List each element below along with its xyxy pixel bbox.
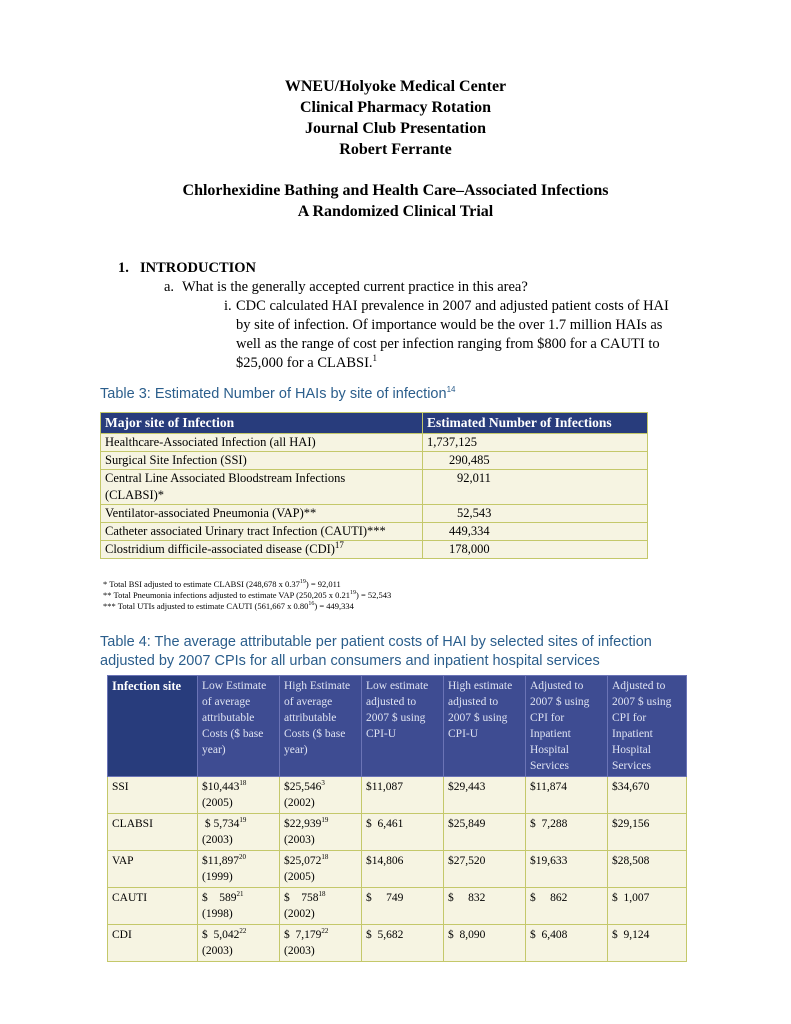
table-cell-value: $ 1,007	[608, 888, 687, 925]
table-row	[101, 452, 648, 470]
table-cell-year: (1999)	[202, 871, 233, 883]
table-cell-value: 178,000	[423, 541, 648, 559]
header-institution: WNEU/Holyoke Medical Center	[284, 78, 507, 95]
article-title	[0, 180, 791, 222]
table-cell-value: $22,939	[284, 818, 322, 830]
table3-footnotes	[103, 579, 391, 612]
reference-marker: 18	[321, 853, 329, 862]
table-cell-value: 52,543	[423, 505, 648, 523]
table-cell-value: 449,334	[423, 523, 648, 541]
table3-title-text: Table 3: Estimated Number of HAIs by site of infection	[100, 386, 447, 402]
table-cell-line	[284, 816, 357, 832]
table3-title	[100, 385, 455, 404]
table-cell-value: 1,737,125	[423, 434, 648, 452]
table-cell-site-text: Clostridium difficile-associated disease (CDI)	[105, 542, 335, 556]
header-rotation: Clinical Pharmacy Rotation	[299, 99, 492, 116]
list-item-i-line: well as the range of cost per infection ranging from $800 for a CAUTI to	[236, 336, 660, 352]
table-cell-value: $25,849	[444, 814, 526, 851]
table-row	[101, 523, 648, 541]
table-cell-value: $ 749	[362, 888, 444, 925]
list-item-i-last-text: $25,000 for a CLABSI.	[236, 355, 373, 371]
footnote-text: ) = 449,334	[314, 601, 354, 611]
table-cell-base-cost	[280, 777, 362, 814]
table-cell-site: CAUTI	[108, 888, 198, 925]
list-item-i	[224, 297, 704, 373]
reference-marker: 18	[239, 779, 247, 788]
list-item-i-line	[236, 354, 704, 373]
footnote	[103, 579, 391, 590]
table-cell-line	[202, 853, 275, 869]
table-cell-value: $ 5,042	[202, 929, 240, 941]
table-cell-line	[202, 779, 275, 795]
column-header: Estimated Number of Infections	[423, 413, 648, 434]
table-cell-line	[284, 890, 357, 906]
table-cell-value: $ 589	[202, 892, 237, 904]
table-cell-base-cost	[280, 814, 362, 851]
footnote	[103, 590, 391, 601]
column-header: Low estimate adjusted to 2007 $ using CPI-U	[362, 676, 444, 777]
column-header: Adjusted to 2007 $ using CPI for Inpatient Hospital Services	[608, 676, 687, 777]
table-row	[101, 541, 648, 559]
table-row	[101, 434, 648, 452]
table-cell-year: (2005)	[202, 797, 233, 809]
reference-marker: 19	[299, 579, 306, 586]
reference-marker: 17	[334, 539, 344, 550]
table-cell-value: $ 6,408	[526, 925, 608, 962]
reference-marker: 14	[446, 385, 456, 395]
article-title-line2: A Randomized Clinical Trial	[297, 203, 494, 220]
footnote-text: ) = 92,011	[305, 579, 341, 589]
table-cell-value: $ 832	[444, 888, 526, 925]
table-cell-value: $28,508	[608, 851, 687, 888]
list-item-i-line: by site of infection. Of importance would be the over 1.7 million HAIs as	[236, 317, 663, 333]
column-header: High Estimate of average attributable Costs ($ base year)	[280, 676, 362, 777]
table-cell-value: $ 9,124	[608, 925, 687, 962]
table-cell-value: $ 5,734	[202, 818, 240, 830]
column-header: Major site of Infection	[101, 413, 423, 434]
table-row	[108, 777, 687, 814]
column-header: High estimate adjusted to 2007 $ using CPI-U	[444, 676, 526, 777]
table-cell-base-cost	[198, 925, 280, 962]
table-row	[101, 470, 648, 505]
table-cell-site	[101, 470, 423, 505]
footnote-text: *** Total UTIs adjusted to estimate CAUTI (561,667 x 0.80	[103, 601, 309, 611]
table-cell-year: (2003)	[202, 834, 233, 846]
table-cell-value: $ 7,288	[526, 814, 608, 851]
table-cell-value: 290,485	[423, 452, 648, 470]
table-cell-base-cost	[280, 925, 362, 962]
table-cell-value: $27,520	[444, 851, 526, 888]
table-cell-year: (2003)	[284, 945, 315, 957]
section-heading	[118, 259, 718, 278]
reference-marker: 21	[236, 890, 244, 899]
table-cell-value: $19,633	[526, 851, 608, 888]
table-cell-value: $25,072	[284, 855, 322, 867]
reference-marker: 22	[239, 927, 247, 936]
section-number: 1.	[118, 260, 129, 276]
table4-title-line1: Table 4: The average attributable per patient costs of HAI by selected sites of infection	[100, 634, 652, 650]
table-cell-site: Healthcare-Associated Infection (all HAI)	[101, 434, 423, 452]
table-cell-value: $ 8,090	[444, 925, 526, 962]
table-row	[101, 505, 648, 523]
footnote-text: ) = 52,543	[356, 590, 392, 600]
table-cell-value: $ 6,461	[362, 814, 444, 851]
table-cell-base-cost	[198, 814, 280, 851]
table-cell-year: (2003)	[202, 945, 233, 957]
table-cell-year: (1998)	[202, 908, 233, 920]
table4-title-line2: adjusted by 2007 CPIs for all urban consumers and inpatient hospital services	[100, 653, 600, 669]
table-cell-year: (2002)	[284, 908, 315, 920]
table3-hai-counts	[100, 412, 648, 559]
table4-hai-costs	[107, 675, 687, 962]
table-cell-site: Catheter associated Urinary tract Infection (CAUTI)***	[101, 523, 423, 541]
column-header: Adjusted to 2007 $ using CPI for Inpatient Hospital Services	[526, 676, 608, 777]
article-title-line1: Chlorhexidine Bathing and Health Care–Associated Infections	[182, 182, 609, 199]
table-cell-base-cost	[198, 888, 280, 925]
table-cell-line	[202, 816, 275, 832]
table-cell-value: $25,546	[284, 781, 322, 793]
header-author: Robert Ferrante	[339, 141, 452, 158]
column-header: Low Estimate of average attributable Costs ($ base year)	[198, 676, 280, 777]
table-cell-value: $11,087	[362, 777, 444, 814]
list-item-i-line: CDC calculated HAI prevalence in 2007 and adjusted patient costs of HAI	[236, 298, 669, 314]
table-cell-site	[101, 541, 423, 559]
reference-marker: 18	[318, 890, 326, 899]
table-cell-value: $29,443	[444, 777, 526, 814]
table-cell-line	[202, 890, 275, 906]
reference-marker: 20	[238, 853, 246, 862]
reference-marker: 16	[308, 601, 315, 608]
section-heading-text: INTRODUCTION	[140, 260, 257, 276]
table-cell-site: CDI	[108, 925, 198, 962]
table-row	[108, 888, 687, 925]
footnote-text: * Total BSI adjusted to estimate CLABSI (248,678 x 0.37	[103, 579, 300, 589]
list-marker-i: i.	[224, 298, 232, 314]
table-row	[108, 851, 687, 888]
table-cell-site: Surgical Site Infection (SSI)	[101, 452, 423, 470]
list-item-a-text: What is the generally accepted current practice in this area?	[182, 279, 528, 295]
table-cell-base-cost	[198, 777, 280, 814]
reference-marker: 19	[239, 816, 247, 825]
table-cell-value: 92,011	[423, 470, 648, 505]
table-cell-site: CLABSI	[108, 814, 198, 851]
table-header-row	[108, 676, 687, 777]
list-item-a	[164, 278, 718, 297]
table-cell-value: $11,897	[202, 855, 239, 867]
table-cell-value: $34,670	[608, 777, 687, 814]
table-cell-value: $10,443	[202, 781, 240, 793]
table4-title	[100, 633, 652, 671]
table4-body	[108, 777, 687, 962]
table-cell-site: SSI	[108, 777, 198, 814]
table-cell-year: (2005)	[284, 871, 315, 883]
table-cell-year: (2003)	[284, 834, 315, 846]
column-header: Infection site	[108, 676, 198, 777]
table-cell-value: $11,874	[526, 777, 608, 814]
table-cell-site: Ventilator-associated Pneumonia (VAP)**	[101, 505, 423, 523]
table-header-row	[101, 413, 648, 434]
table-cell-value: $ 758	[284, 892, 319, 904]
list-marker-a: a.	[164, 279, 175, 295]
table-cell-line	[284, 779, 357, 795]
table-cell-value: $29,156	[608, 814, 687, 851]
table-cell-site-line: Central Line Associated Bloodstream Infections	[105, 471, 346, 485]
table-cell-value: $ 862	[526, 888, 608, 925]
table-cell-value: $ 5,682	[362, 925, 444, 962]
table-cell-line	[284, 927, 357, 943]
reference-marker: 19	[350, 590, 356, 597]
table-cell-line	[284, 853, 357, 869]
footnote	[103, 601, 391, 612]
table-cell-base-cost	[280, 888, 362, 925]
table-cell-site: VAP	[108, 851, 198, 888]
document-header	[0, 76, 791, 160]
table-cell-site-line: (CLABSI)*	[105, 488, 165, 502]
table-cell-base-cost	[280, 851, 362, 888]
table-cell-value: $ 7,179	[284, 929, 322, 941]
reference-marker: 1	[372, 353, 378, 364]
footnote-text: ** Total Pneumonia infections adjusted to estimate VAP (250,205 x 0.21	[103, 590, 350, 600]
table-cell-base-cost	[198, 851, 280, 888]
reference-marker: 19	[321, 816, 329, 825]
table-cell-value: $14,806	[362, 851, 444, 888]
table-row	[108, 925, 687, 962]
table-cell-year: (2002)	[284, 797, 315, 809]
reference-marker: 3	[321, 779, 325, 788]
reference-marker: 22	[321, 927, 329, 936]
table-row	[108, 814, 687, 851]
header-presentation: Journal Club Presentation	[304, 120, 487, 137]
table-cell-line	[202, 927, 275, 943]
introduction-section	[118, 259, 718, 373]
